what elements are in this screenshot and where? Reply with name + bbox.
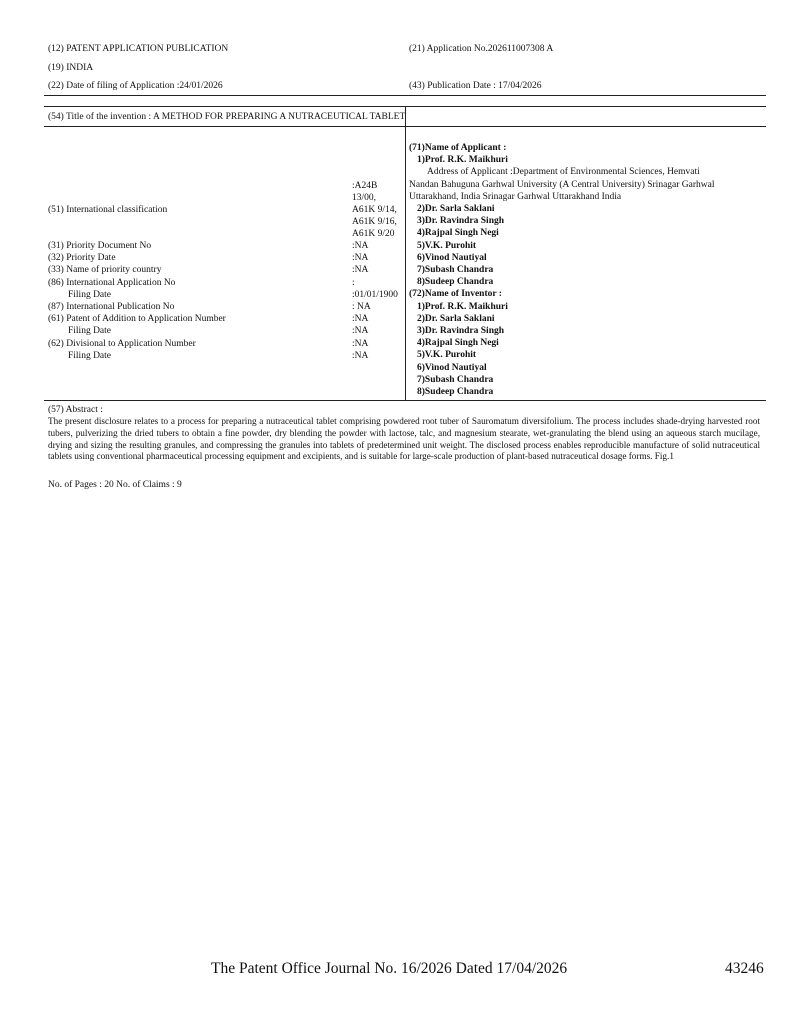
application-number: (21) Application No.202611007308 A: [409, 44, 554, 54]
divider: [44, 95, 766, 96]
journal-footer: The Patent Office Journal No. 16/2026 Dated 17/04/2026: [211, 960, 568, 977]
inventor-heading: (72)Name of Inventor :: [409, 289, 502, 300]
classification-value: :A24B 13/00, A61K 9/14, A61K 9/16, A61K 9/20: [352, 181, 397, 239]
divider: [44, 400, 766, 401]
abstract-heading: (57) Abstract :: [48, 405, 103, 415]
invention-title: (54) Title of the invention : A METHOD FOR PREPARING A NUTRACEUTICAL TABLET: [48, 112, 406, 122]
column-divider: [405, 106, 406, 401]
publication-date: (43) Publication Date : 17/04/2026: [409, 81, 542, 91]
publication-type: (12) PATENT APPLICATION PUBLICATION: [48, 44, 229, 54]
applicant-block: (71)Name of Applicant : 1)Prof. R.K. Maikhuri Address of Applicant :Department of Environmental Sciences, Hemvati Nandan Bahuguna Garhwal University (A Central University) Srinagar Garhwal Uttarakhand, India Srinagar Garhwal Uttarakhand India 2)Dr. Sarla Saklani 3)Dr. Ravindra Singh 4)Rajpal Singh Negi 5)V.K. Purohit 6)Vinod Nautiyal 7)Subash Chandra 8)Sudeep Chandra (72)Name of Inventor : 1)Prof. R.K. Maikhuri 2)Dr. Sarla Saklani 3)Dr. Ravindra Singh 4)Rajpal Singh Negi 5)V.K. Purohit 6)Vinod Nautiyal 7)Subash Chandra 8)Sudeep Chandra: [409, 143, 715, 398]
country: (19) INDIA: [48, 63, 94, 73]
field-values: :NA :NA :NA : :01/01/1900 : NA :NA :NA :NA :NA: [352, 241, 398, 361]
abstract-text: The present disclosure relates to a process for preparing a nutraceutical tablet comprising powdered root tuber of Sauromatum diversifolium. The process includes shade-drying harvested root tubers, pulverizing the dried tubers to obtain a fine powder, dry blending the powder with lactose, talc, and magnesium stearate, wet-granulating the blend using an aqueous starch mucilage, drying and sizing the resulting granules, and compressing the granules into tablets of predetermined unit weight. The disclosed process enables reproducible manufacture of solid nutraceutical tablets using conventional pharmaceutical processing equipment and excipients, and is suitable for large-scale production of plant-based nutraceutical dosage forms. Fig.1: [48, 416, 760, 462]
field-labels: (31) Priority Document No (32) Priority Date (33) Name of priority country (86) International Application No Filing Date (87) International Publication No (61) Patent of Addition to Application Number Filing Date (62) Divisional to Application Number Filing Date: [48, 241, 226, 361]
page-number: 43246: [725, 960, 764, 977]
filing-date: (22) Date of filing of Application :24/01/2026: [48, 81, 223, 91]
pages-claims: No. of Pages : 20 No. of Claims : 9: [48, 480, 182, 490]
applicant-heading: (71)Name of Applicant :: [409, 143, 507, 153]
field-label: (51) International classification: [48, 205, 168, 215]
